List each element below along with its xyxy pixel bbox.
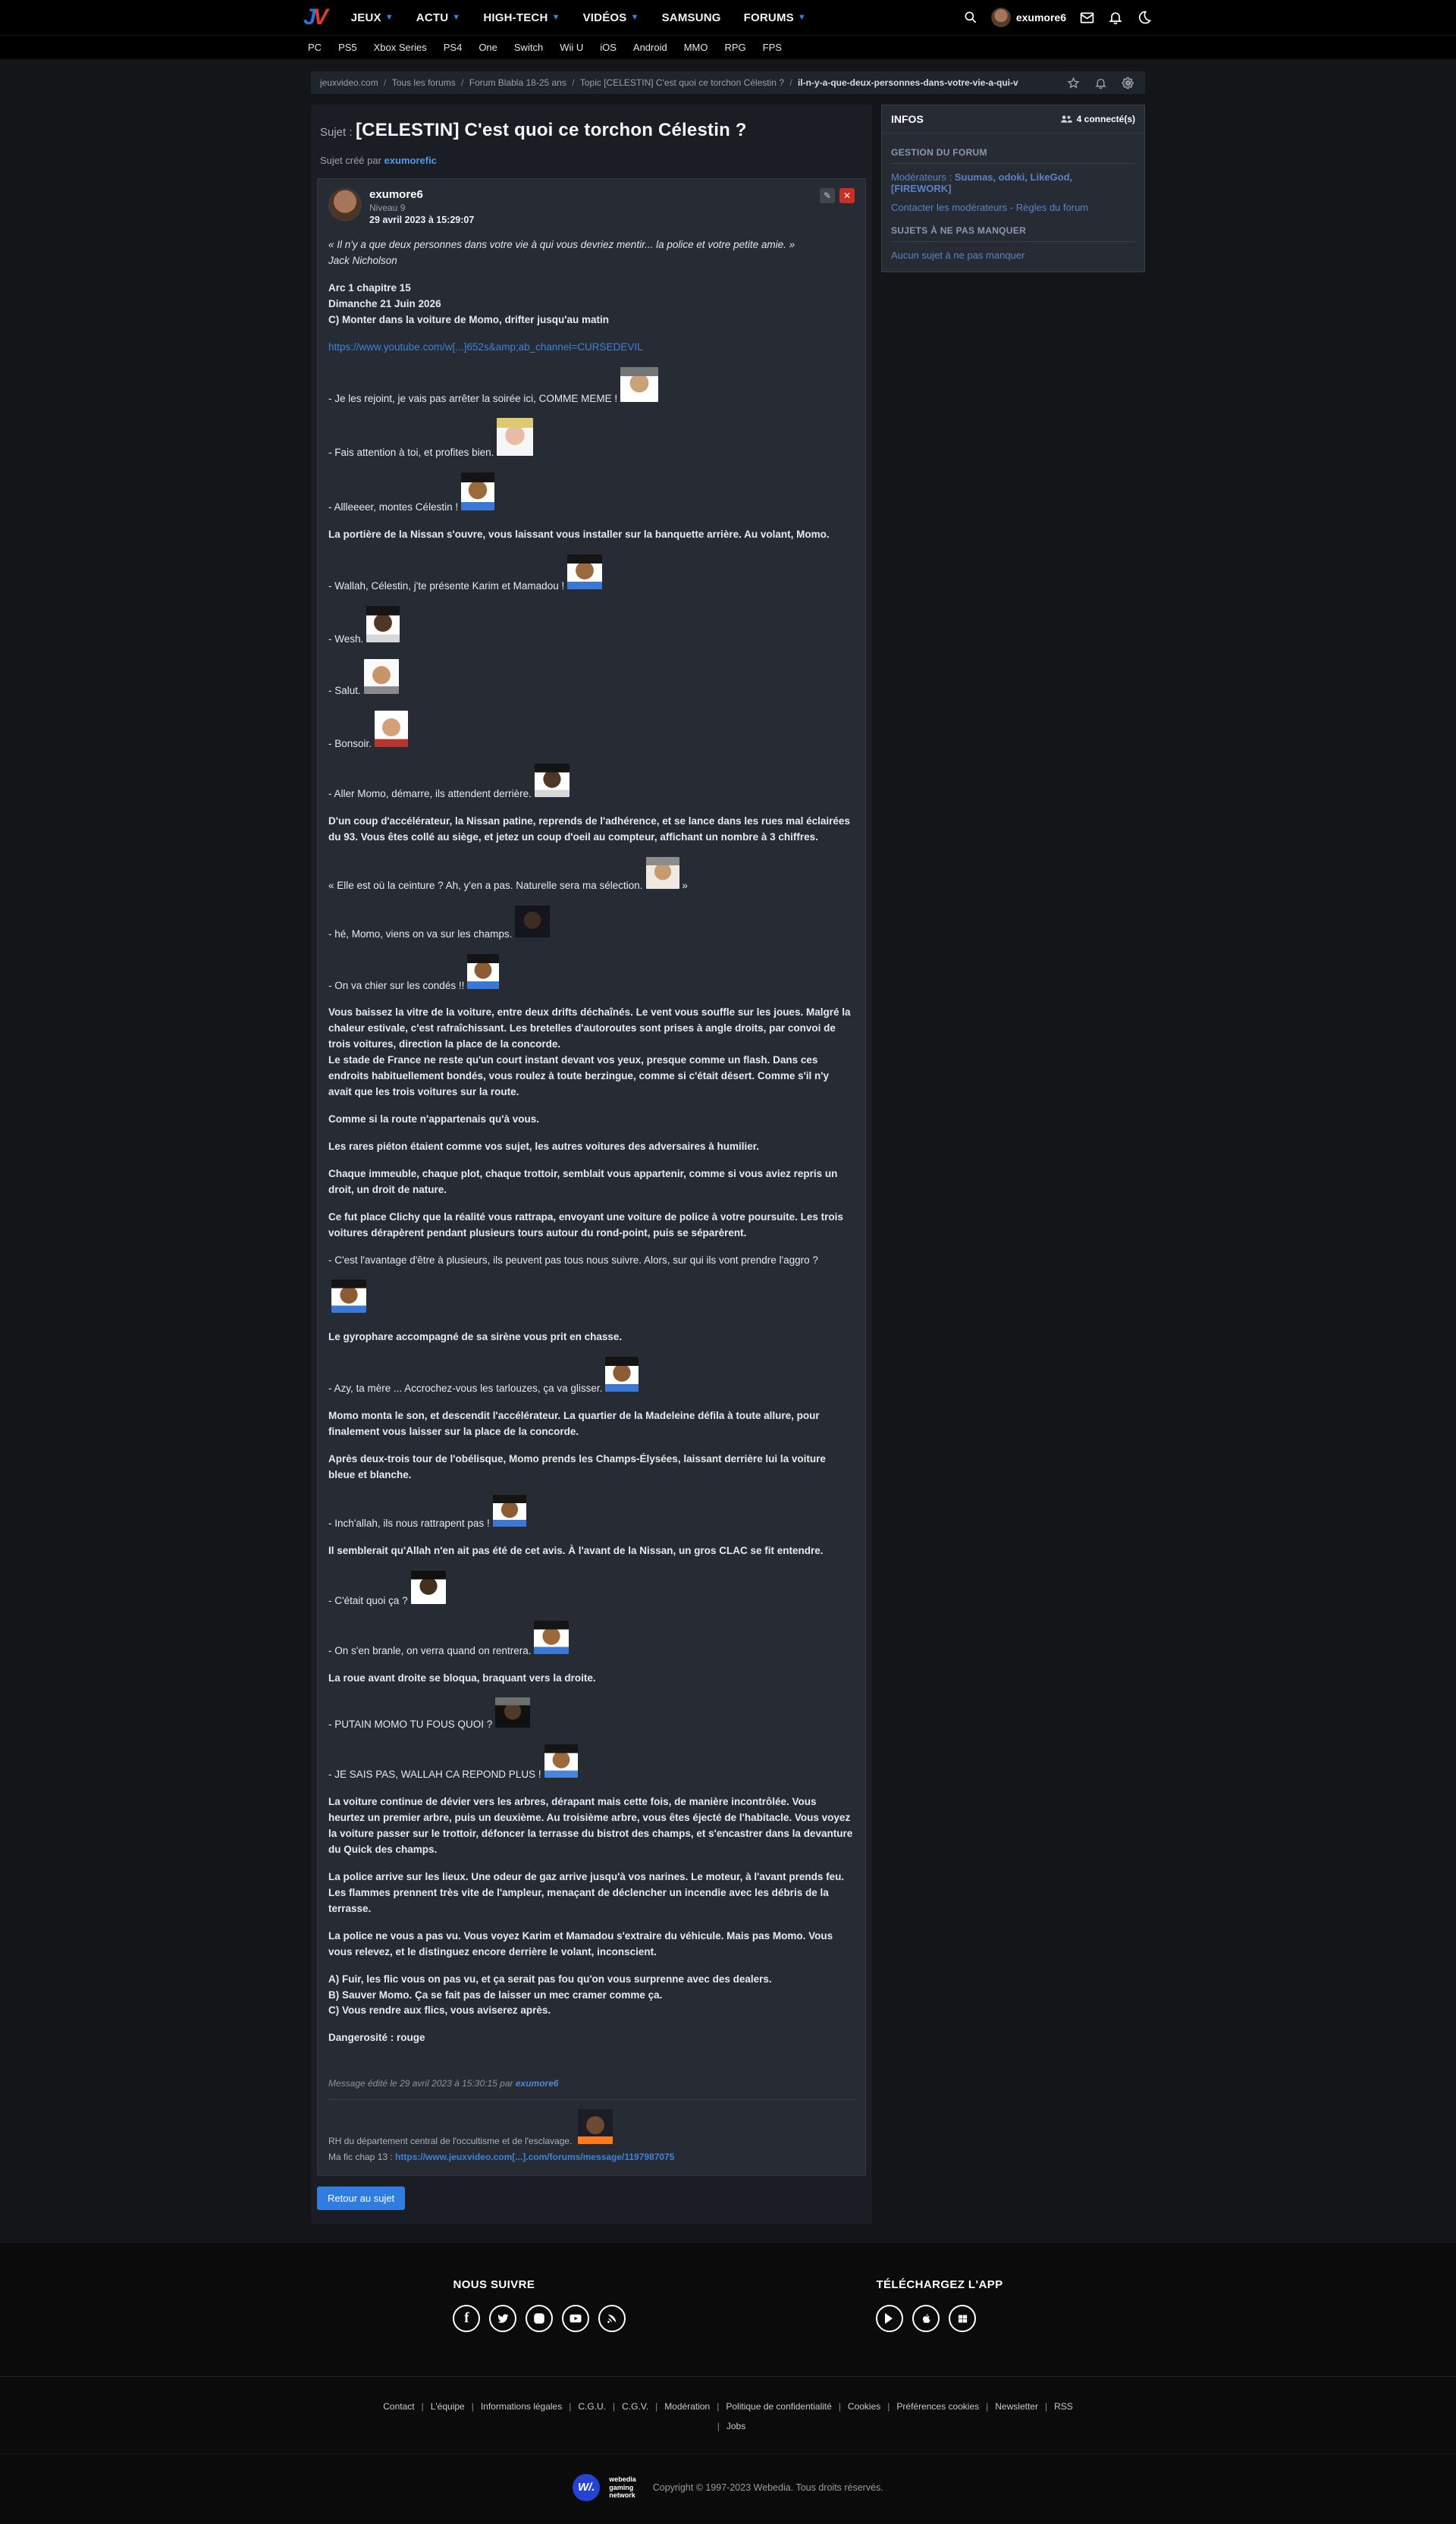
post-youtube-link[interactable]: https://www.youtube.com/w[...]652s&amp;ab_channel=CURSEDEVIL (328, 341, 643, 353)
sidebar-section-gestion: GESTION DU FORUM (891, 147, 1135, 164)
footer-link-cookies[interactable]: Cookies (847, 2401, 881, 2413)
nav-item-forums[interactable] (744, 11, 806, 24)
post-author-avatar[interactable] (328, 188, 362, 221)
nav-item-label: HIGH-TECH (483, 11, 548, 24)
settings-gear-icon[interactable] (1119, 74, 1136, 91)
subnav-item-ps4[interactable]: PS4 (443, 42, 463, 53)
nav-item-vidos[interactable] (583, 11, 639, 24)
apple-icon[interactable] (912, 2305, 940, 2332)
post-paragraph: - JE SAIS PAS, WALLAH CA REPOND PLUS ! (328, 1744, 855, 1783)
main-nav (351, 11, 962, 24)
chevron-down-icon: ▼ (384, 13, 394, 22)
nav-item-label: JEUX (350, 11, 381, 24)
mail-icon[interactable] (1078, 9, 1095, 26)
post-paragraph (328, 340, 855, 356)
post-paragraph: - Azy, ta mère ... Accrochez-vous les tarlouzes, ça va glisser. (328, 1357, 855, 1397)
breadcrumb-bar (311, 71, 1145, 94)
footer-link-separator: | (655, 2401, 658, 2413)
breadcrumb-separator: / (458, 77, 466, 88)
platform-subnav (0, 35, 1456, 59)
facebook-icon[interactable] (453, 2305, 480, 2332)
nav-item-actu[interactable] (416, 11, 461, 24)
connected-label: 4 connecté(s) (1076, 114, 1135, 124)
topic-created-line (314, 143, 869, 174)
search-icon[interactable] (962, 9, 979, 26)
risitas-regard-meme-image[interactable] (646, 857, 679, 889)
sidebar (881, 105, 1145, 272)
breadcrumb-current: il-n-y-a-que-deux-personnes-dans-votre-vie-a-qui-v (797, 77, 1018, 88)
gims-echarpe-meme-image[interactable] (366, 606, 400, 642)
bell-icon[interactable] (1107, 9, 1124, 26)
subnav-item-ios[interactable]: iOS (600, 42, 617, 53)
edited-by-link[interactable]: exumore6 (515, 2078, 559, 2089)
post-paragraph: - Inch'allah, ils nous rattrapent pas ! (328, 1495, 855, 1532)
nav-item-label: SAMSUNG (661, 11, 721, 24)
celestin-crie-meme-image[interactable] (544, 1744, 578, 1778)
topic-author-link[interactable]: exumorefic (384, 155, 437, 166)
breadcrumb-separator: / (381, 77, 389, 88)
footer-link-rss[interactable]: RSS (1054, 2401, 1073, 2413)
breadcrumb-separator: / (786, 77, 795, 88)
footer-link-informationslgales[interactable]: Informations légales (480, 2401, 563, 2413)
signature (328, 2109, 855, 2165)
username: exumore6 (1015, 11, 1066, 24)
post-body (328, 237, 855, 2046)
post-paragraph: - Fais attention à toi, et profites bien. (328, 418, 855, 461)
chevron-down-icon: ▼ (797, 13, 806, 22)
gims-main-levee-meme-image[interactable] (411, 1571, 446, 1604)
post-paragraph: « Il n'y a que deux personnes dans votre vie à qui vous devriez mentir... la police et votre petite amie. » Jack Nicholson (328, 239, 795, 266)
blonde-thumbs-up-meme-image[interactable] (497, 418, 533, 456)
subnav-item-rpg[interactable]: RPG (724, 42, 746, 53)
post-paragraph: - PUTAIN MOMO TU FOUS QUOI ? (328, 1697, 855, 1733)
risitas-comme-meme-meme-image[interactable] (620, 367, 658, 402)
user-avatar (991, 8, 1011, 27)
back-to-topic-button[interactable]: Retour au sujet (317, 2187, 405, 2210)
post-author-level: Niveau 9 (369, 202, 406, 213)
connected-count (1060, 114, 1135, 124)
subnav-item-fps[interactable]: FPS (762, 42, 782, 53)
footer-link-separator: | (717, 2401, 720, 2413)
footer-link-jobs[interactable]: Jobs (726, 2421, 746, 2432)
post-paragraph: - Salut. (328, 659, 855, 699)
footer-link-cgv[interactable]: C.G.V. (622, 2401, 649, 2413)
windows-icon[interactable] (949, 2305, 976, 2332)
jv-logo-j: J (303, 5, 313, 30)
footer-link-lquipe[interactable]: L'équipe (430, 2401, 465, 2413)
nav-item-jeux[interactable] (351, 11, 394, 24)
contact-moderators-link[interactable]: Contacter les modérateurs (891, 202, 1008, 213)
footer-link-separator: | (471, 2401, 474, 2413)
post-card (317, 178, 866, 2176)
created-prefix: Sujet créé par (320, 155, 384, 166)
signature-separator (328, 2099, 855, 2100)
breadcrumb (320, 77, 1065, 88)
post-paragraph: La portière de la Nissan s'ouvre, vous laissant vous installer sur la banquette arrière. Au volant, Momo. (328, 529, 830, 541)
no-topics-label: Aucun sujet à ne pas manquer (891, 250, 1025, 261)
post-paragraph: Arc 1 chapitre 15 Dimanche 21 Juin 2026 C) Monter dans la voiture de Momo, drifter jusqu'au matin (328, 281, 609, 325)
momo-casquette-meme-image[interactable] (495, 1697, 530, 1728)
post-paragraph: - Bonsoir. (328, 711, 855, 752)
post-paragraph: Après deux-trois tour de l'obélisque, Momo prends les Champs-Élysées, laissant derrière lui la voiture bleue et blanche. (328, 1453, 826, 1480)
subnav-item-switch[interactable]: Switch (513, 42, 544, 53)
breadcrumb-link[interactable]: Tous les forums (391, 77, 456, 88)
post-paragraph: Il semblerait qu'Allah n'en ait pas été de cet avis. À l'avant de la Nissan, un gros CLAC se fit entendre. (328, 1544, 824, 1556)
post-paragraph: « Elle est où la ceinture ? Ah, y'en a pas. Naturelle sera ma sélection. » (328, 857, 855, 894)
sidebar-section-sujets: SUJETS À NE PAS MANQUER (891, 225, 1135, 242)
footer-link-cgu[interactable]: C.G.U. (578, 2401, 607, 2413)
subnav-item-ps5[interactable]: PS5 (338, 42, 357, 53)
gims-mains-meme-image[interactable] (515, 906, 550, 937)
topic-bell-icon[interactable] (1092, 74, 1109, 91)
delete-x-icon[interactable]: ✕ (839, 188, 855, 203)
celestin-sourire-mains-meme-image[interactable] (493, 1495, 526, 1527)
signature-line2-prefix: Ma fic chap 13 : (328, 2151, 396, 2162)
forum-rules-link[interactable]: Règles du forum (1015, 202, 1089, 213)
user-menu[interactable] (991, 8, 1066, 27)
breadcrumb-link[interactable]: Topic [CELESTIN] C'est quoi ce torchon Célestin ? (579, 77, 784, 88)
zidane-lunettes-meme-image[interactable] (364, 659, 399, 694)
rss-icon[interactable] (598, 2305, 626, 2332)
post-paragraph: - Je les rejoint, je vais pas arrêter la soirée ici, COMME MEME ! (328, 367, 855, 407)
footer-links-row1 (0, 2397, 1456, 2416)
celestin-sourire-mains-meme-image[interactable] (331, 1279, 366, 1313)
link-separator: - (1007, 202, 1016, 213)
app-title: TÉLÉCHARGEZ L'APP (876, 2278, 1003, 2292)
subnav-item-xboxseries[interactable]: Xbox Series (373, 42, 427, 53)
breadcrumb-link[interactable]: jeuxvideo.com (320, 77, 378, 88)
post-paragraph: Le gyrophare accompagné de sa sirène vous prit en chasse. (328, 1331, 623, 1343)
chevron-down-icon: ▼ (452, 13, 461, 22)
people-icon (1060, 115, 1072, 124)
nav-item-hightech[interactable] (483, 11, 560, 24)
footer-link-separator: | (569, 2401, 572, 2413)
topic-label: Sujet : (320, 126, 353, 139)
instagram-icon[interactable] (526, 2305, 553, 2332)
post-paragraph: La voiture continue de dévier vers les arbres, dérapant mais cette fois, de manière incontrôlée. Vous heurtez un premier arbre, puis un deuxième. Au troisième arbre, vous êtes éjecté de l'habitacle. Vous voyez la voiture passer sur le trottoir, défoncer la terrasse du bistrot des champs, et s'encastrer dans la devanture du Quick des champs. (328, 1796, 853, 1856)
post-paragraph: La roue avant droite se bloqua, braquant vers la droite. (328, 1672, 596, 1684)
celestin-sourire-meme-image[interactable] (605, 1357, 639, 1392)
nav-item-label: FORUMS (743, 11, 794, 24)
post-paragraph: - On s'en branle, on verra quand on rentrera. (328, 1621, 855, 1659)
footer-link-separator: | (421, 2401, 424, 2413)
celestin-casquette-meme-image[interactable] (567, 554, 602, 589)
risitas-rire-meme-image[interactable] (375, 711, 408, 747)
footer-link-separator: | (838, 2401, 841, 2413)
subnav-item-one[interactable]: One (479, 42, 497, 53)
footer-link-politiquedeconfidentialit[interactable]: Politique de confidentialité (726, 2401, 832, 2413)
post-paragraph: - Wesh. (328, 606, 855, 648)
post-paragraph: Ce fut place Clichy que la réalité vous rattrapa, envoyant une voiture de police à votre poursuite. Les trois voitures dérapèrent pendant plusieurs tours autour du rond-point, puis se séparèrent. (328, 1210, 843, 1238)
chevron-down-icon: ▼ (630, 13, 639, 22)
footer-links (0, 2377, 1456, 2440)
main-column (311, 105, 872, 2224)
post-paragraph: - Allleeeer, montes Célestin ! (328, 472, 855, 516)
footer-link-newsletter[interactable]: Newsletter (995, 2401, 1038, 2413)
post-paragraph: Les rares piéton étaient comme vos sujet, les autres voitures des adversaires à humilier. (328, 1140, 760, 1152)
subnav-item-pc[interactable]: PC (308, 42, 322, 53)
subnav-item-wiiu[interactable]: Wii U (560, 42, 584, 53)
facebook-f-glyph: f (464, 2310, 469, 2327)
post-paragraph: - On va chier sur les condés !! (328, 954, 855, 994)
post-paragraph: A) Fuir, les flic vous on pas vu, et ça serait pas fou qu'on vous surprenne avec des dealers. B) Sauver Momo. Ça se fait pas de laisser un mec cramer comme ça. C) Vous rendre aux flics, vous aviserez après. (328, 1973, 772, 2017)
post-author-name[interactable]: exumore6 (369, 188, 423, 201)
footer-link-separator: | (1044, 2401, 1048, 2413)
nav-item-samsung[interactable] (662, 11, 721, 24)
post-paragraph: Comme si la route n'appartenais qu'à vous. (328, 1113, 539, 1125)
celestin-casquette-meme-image[interactable] (461, 472, 494, 510)
post-paragraph: Momo monta le son, et descendit l'accélérateur. La quartier de la Madeleine défila à toute allure, pour finalement vous laisser sur la place de la concorde. (328, 1410, 820, 1438)
signature-fic-link[interactable]: https://www.jeuxvideo.com[...].com/forums/message/1197987075 (395, 2151, 675, 2162)
post-paragraph: La police ne vous a pas vu. Vous voyez Karim et Mamadou s'extraire du véhicule. Mais pas Momo. Vous vous relevez, et le distinguez encore derrière le volant, inconscient. (328, 1929, 833, 1957)
jv-logo[interactable] (303, 5, 325, 30)
post-paragraph: D'un coup d'accélérateur, la Nissan patine, reprends de l'adhérence, et se lance dans les rues mal éclairées du 93. Vous êtes collé au siège, et jetez un coup d'oeil au compteur, affichant un nombre à 3 chiffres. (328, 815, 850, 843)
celestin-sourire-meme-image[interactable] (467, 954, 499, 989)
moderators-prefix: Modérateurs : (891, 171, 955, 183)
post-paragraph: - hé, Momo, viens on va sur les champs. (328, 906, 855, 943)
page-title: [CELESTIN] C'est quoi ce torchon Célestin ? (355, 120, 747, 140)
post-date[interactable]: 29 avril 2023 à 15:29:07 (369, 215, 475, 225)
post-paragraph: - Wallah, Célestin, j'te présente Karim et Mamadou ! (328, 554, 855, 595)
subnav-item-mmo[interactable]: MMO (683, 42, 708, 53)
footer-link-separator: | (613, 2401, 616, 2413)
edit-pencil-icon[interactable]: ✎ (820, 188, 835, 203)
webedia-network-label: webedia gaming network (609, 2475, 636, 2500)
favorite-star-icon[interactable] (1065, 74, 1081, 91)
webedia-logo: W/. (573, 2474, 600, 2501)
post-paragraph: Vous baissez la vitre de la voiture, entre deux drifts déchaînés. Le vent vous souffle sur les joues. Malgré la chaleur estivale, c'est rafraîchissant. Les bretelles d'autoroutes sont prises à angle droits, par convoi de trois voitures, direction la place de la concorde. Le stade de France ne reste qu'un court instant devant vos yeux, presque comme un flash. Dans ces endroits habituellement bondés, vous roulez à toute berzingue, comme si c'était désert. Comme s'il n'y avait que les trois voitures sur la route. (328, 1006, 851, 1098)
post-image-paragraph (328, 1279, 855, 1318)
nav-item-label: VIDÉOS (582, 11, 627, 24)
footer (0, 2243, 1456, 2524)
post-paragraph: - C'est l'avantage d'être à plusieurs, ils peuvent pas tous nous suivre. Alors, sur qui ils vont prendre l'aggro ? (328, 1254, 818, 1266)
footer-link-separator: | (717, 2421, 720, 2432)
footer-link-separator: | (887, 2401, 890, 2413)
nav-item-label: ACTU (416, 11, 449, 24)
footer-bottom (0, 2453, 1456, 2524)
footer-link-prfrencescookies[interactable]: Préférences cookies (896, 2401, 980, 2413)
breadcrumb-separator: / (569, 77, 577, 88)
chevron-down-icon: ▼ (551, 13, 560, 22)
follow-title: NOUS SUIVRE (453, 2278, 535, 2292)
footer-link-separator: | (986, 2401, 989, 2413)
footer-link-modration[interactable]: Modération (664, 2401, 711, 2413)
signature-line1: RH du département central de l'occultisme et de l'esclavage. (328, 2136, 573, 2147)
edited-prefix: Message édité le 29 avril 2023 à 15:30:15 par (328, 2078, 516, 2089)
post-paragraph: - C'était quoi ça ? (328, 1571, 855, 1609)
top-header (0, 0, 1456, 35)
google-play-icon[interactable] (876, 2305, 903, 2332)
post-paragraph: La police arrive sur les lieux. Une odeur de gaz arrive jusqu'à vos narines. Le moteur, à l'avant prends feu. Les flammes prennent très vite de l'ampleur, menaçant de déclencher un incendie avec les débris de la terrasse. (328, 1871, 845, 1914)
jv-logo-v: V (312, 5, 325, 30)
signature-occultisme-meme-image[interactable] (578, 2109, 613, 2144)
twitter-icon[interactable] (489, 2305, 516, 2332)
post-paragraph: Dangerosité : rouge (328, 2032, 425, 2044)
post-paragraph: - Aller Momo, démarre, ils attendent derrière. (328, 764, 855, 802)
moderators-row (891, 171, 1135, 194)
moderators-list: Suumas, odoki, LikeGod, [FIREWORK] (891, 171, 1073, 194)
gims-echarpe-meme-image[interactable] (535, 764, 570, 797)
breadcrumb-link[interactable]: Forum Blabla 18-25 ans (469, 77, 566, 88)
footer-link-contact[interactable]: Contact (383, 2401, 415, 2413)
sidebar-title: INFOS (891, 113, 924, 125)
edited-note (328, 2078, 855, 2089)
copyright: Copyright © 1997-2023 Webedia. Tous droits réservés. (652, 2482, 883, 2493)
dark-mode-moon-icon[interactable] (1136, 9, 1153, 26)
subnav-item-android[interactable]: Android (632, 42, 667, 53)
youtube-icon[interactable] (562, 2305, 589, 2332)
celestin-casquette-meme-image[interactable] (534, 1621, 569, 1654)
footer-links-row2 (0, 2416, 1456, 2436)
post-paragraph: Chaque immeuble, chaque plot, chaque trottoir, semblait vous appartenir, comme si vous aviez repris un droit, un droit de nature. (328, 1167, 838, 1195)
